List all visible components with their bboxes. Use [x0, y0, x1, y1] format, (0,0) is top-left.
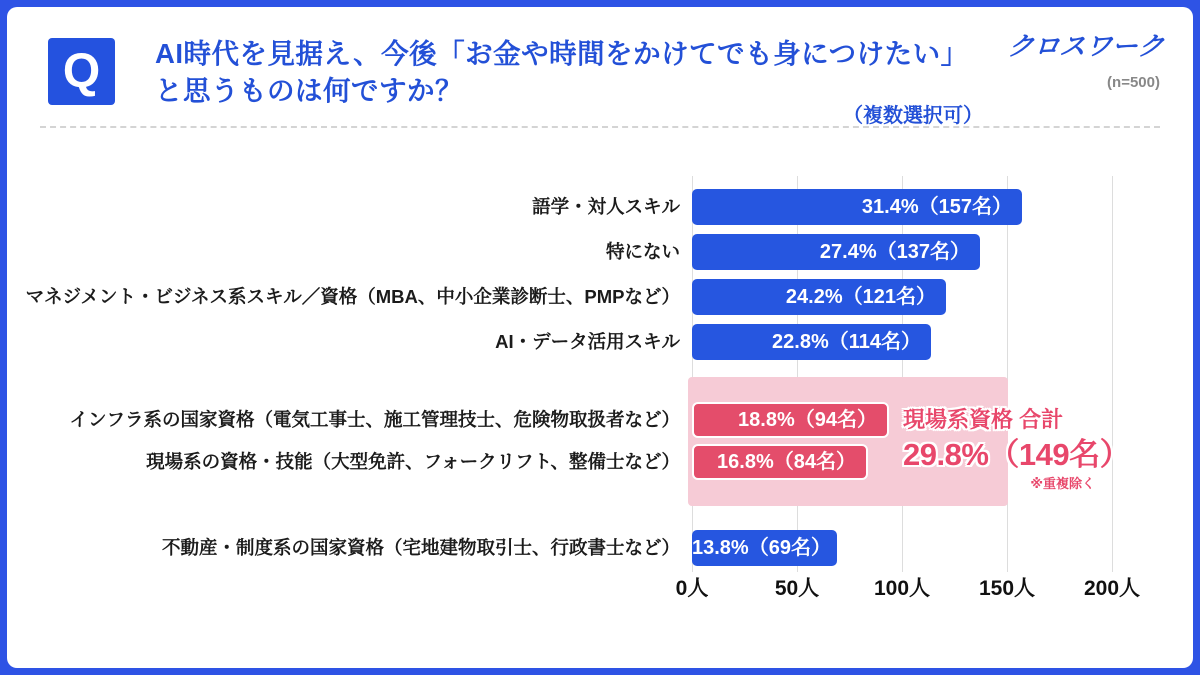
- brand-logo: クロスワーク: [1006, 31, 1166, 61]
- bar: 24.2%（121名）: [692, 279, 946, 315]
- bar: 13.8%（69名）: [692, 530, 837, 566]
- sample-size-label: (n=500): [1107, 74, 1160, 91]
- gridline: [1007, 176, 1008, 572]
- highlight-group-note: ※重複除く: [1030, 476, 1095, 491]
- dashed-divider: [40, 126, 1160, 128]
- x-axis-tick: 100人: [873, 577, 931, 600]
- row-label: マネジメント・ビジネス系スキル／資格（MBA、中小企業診断士、PMPなど）: [25, 286, 680, 307]
- x-axis-tick: 0人: [675, 577, 709, 600]
- row-label: 不動産・制度系の国家資格（宅地建物取引士、行政書士など）: [161, 537, 680, 558]
- row-label: 特にない: [605, 241, 680, 262]
- highlight-group-title: 現場系資格 合計: [903, 407, 1064, 432]
- row-label: インフラ系の国家資格（電気工事士、施工管理技士、危険物取扱者など）: [69, 409, 680, 430]
- row-label: 現場系の資格・技能（大型免許、フォークリフト、整備士など）: [146, 451, 680, 472]
- bar-highlight: 16.8%（84名）: [692, 444, 868, 480]
- highlight-group-value: 29.8%（149名）: [903, 437, 1131, 472]
- gridline: [1112, 176, 1113, 572]
- page-title-line2: と思うものは何ですか？: [155, 75, 463, 106]
- bar: 27.4%（137名）: [692, 234, 980, 270]
- x-axis-tick: 50人: [774, 577, 820, 600]
- row-label: AI・データ活用スキル: [495, 331, 680, 352]
- multi-select-note: （複数選択可）: [843, 105, 983, 127]
- page-title-line1: AI時代を見据え、今後「お金や時間をかけてでも身につけたい」: [155, 38, 969, 69]
- question-badge: Q: [48, 38, 115, 105]
- bar: 22.8%（114名）: [692, 324, 931, 360]
- bar: 31.4%（157名）: [692, 189, 1022, 225]
- row-label: 語学・対人スキル: [532, 196, 680, 217]
- x-axis-tick: 150人: [978, 577, 1036, 600]
- x-axis-tick: 200人: [1083, 577, 1141, 600]
- bar-highlight: 18.8%（94名）: [692, 402, 889, 438]
- page-title: [155, 35, 969, 109]
